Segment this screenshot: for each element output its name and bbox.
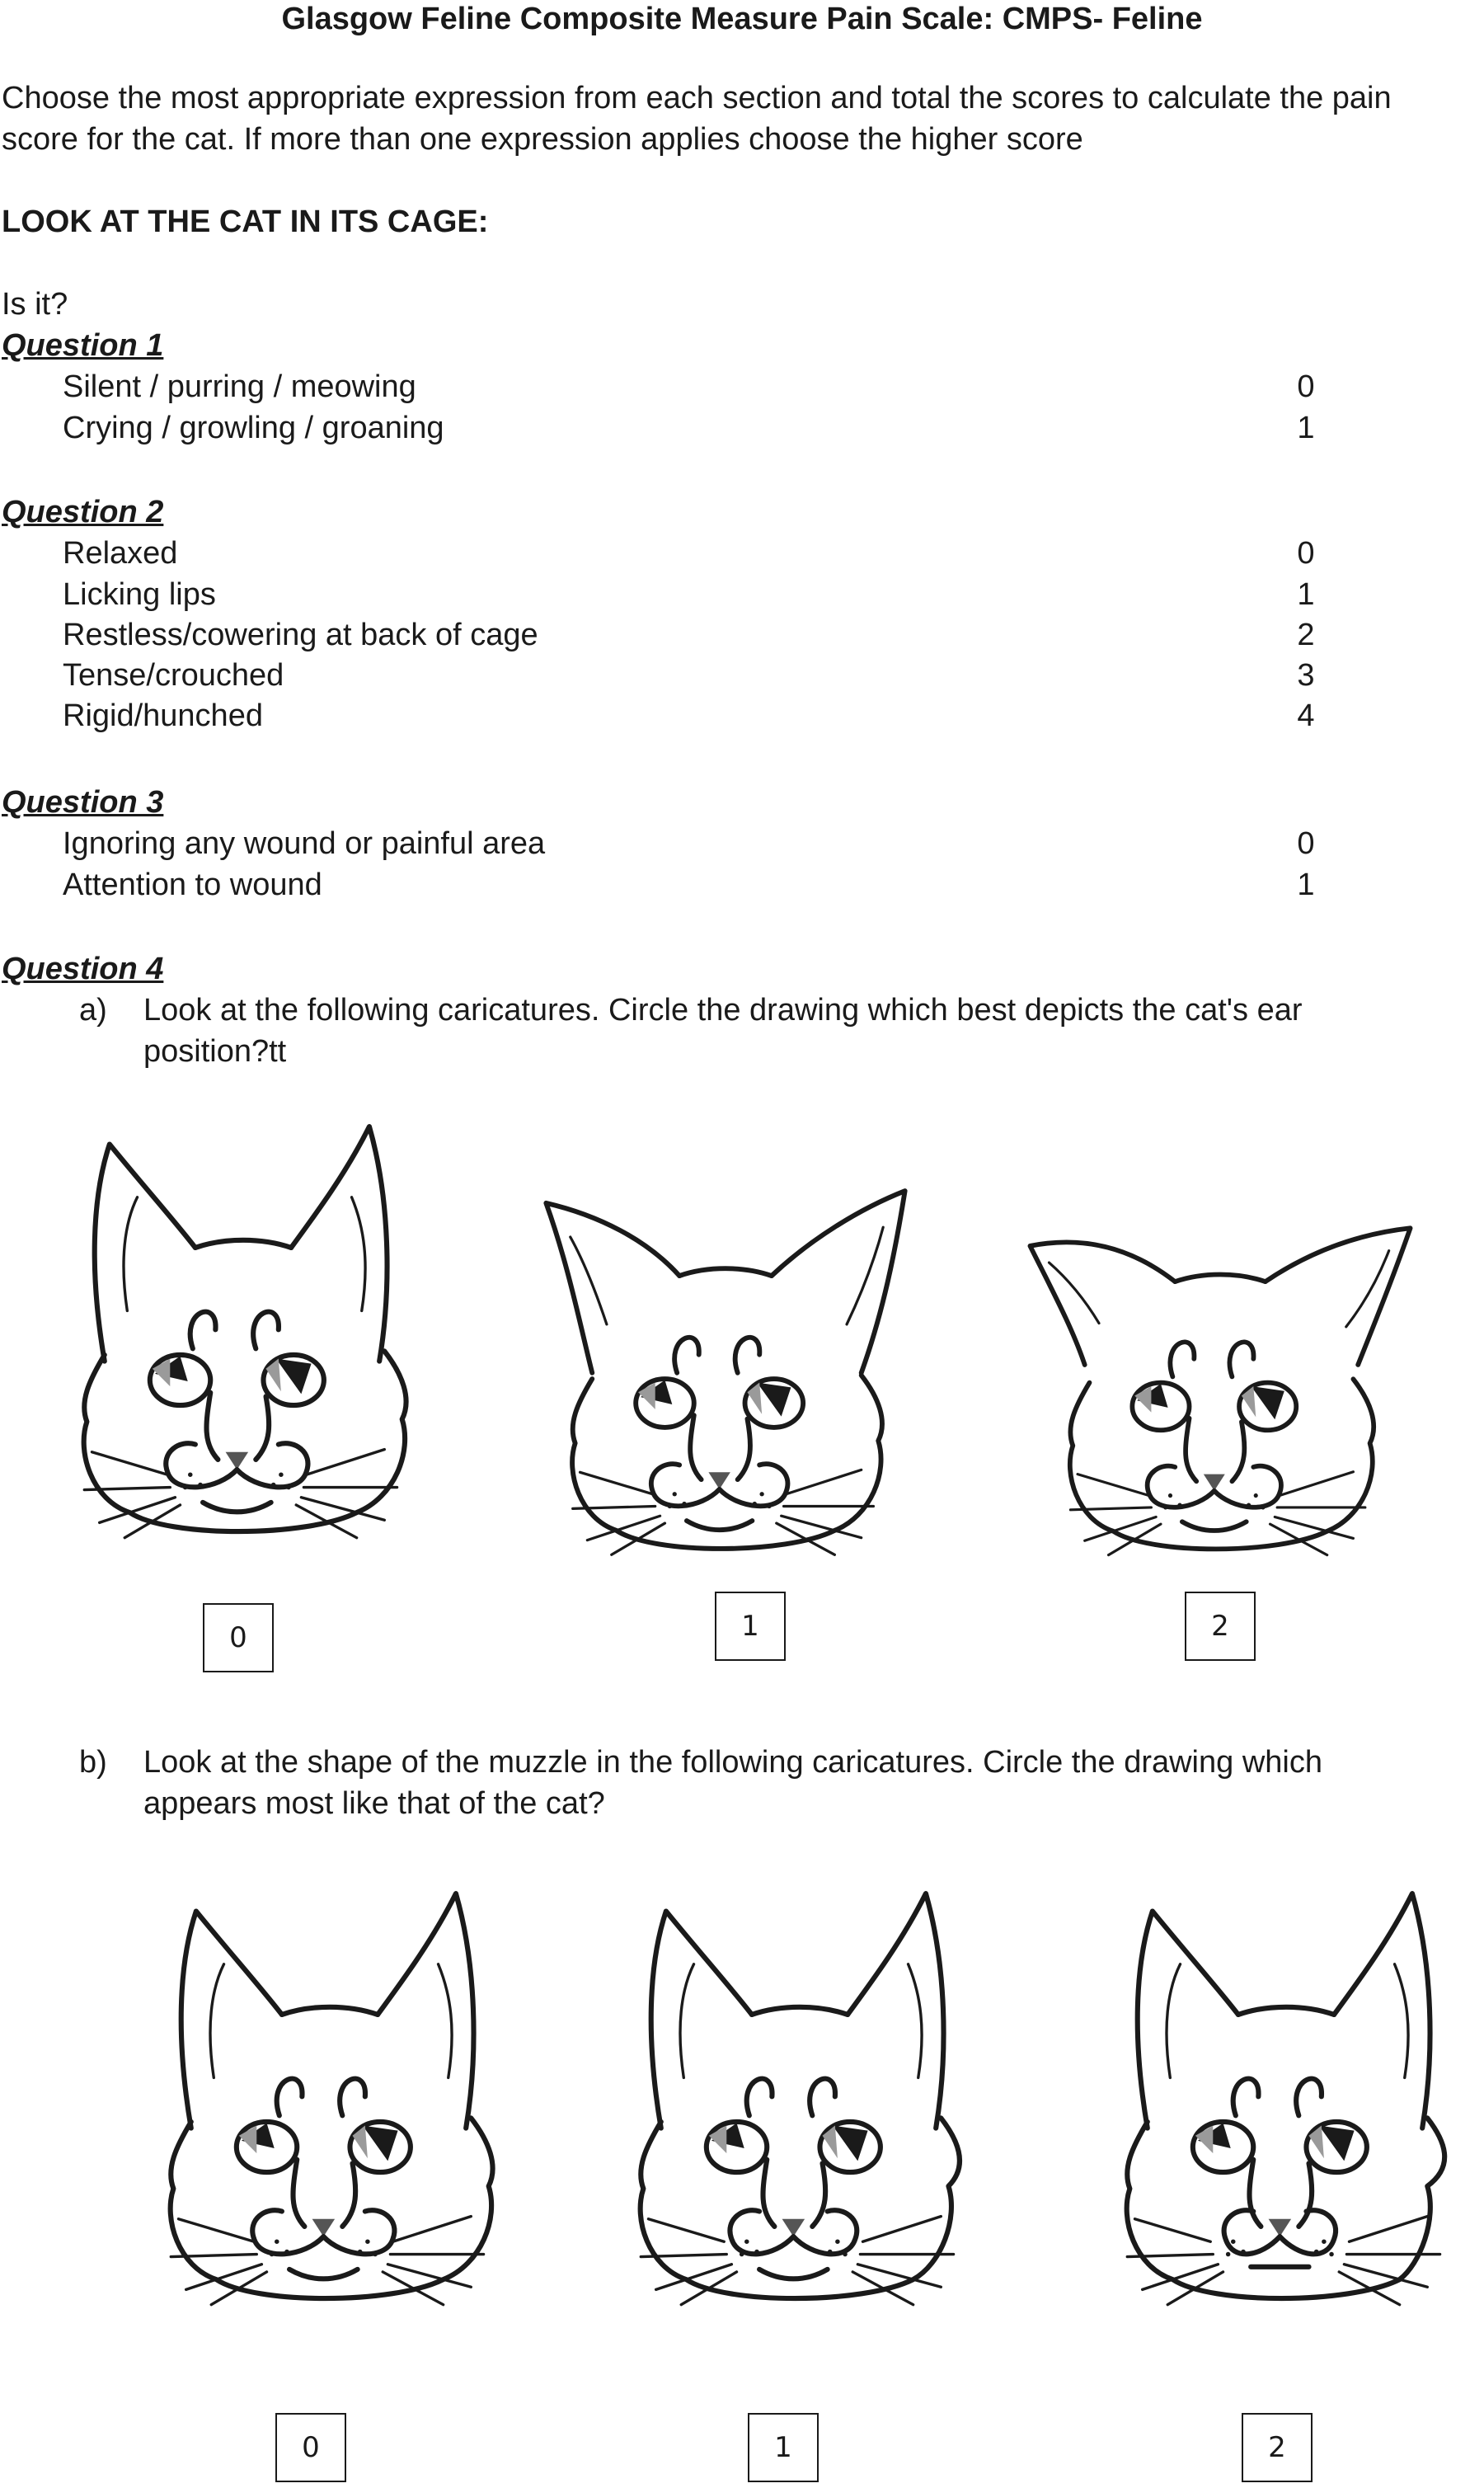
whisker-dot — [1261, 1505, 1265, 1509]
right-pupil — [1319, 2126, 1355, 2161]
left-ear-inner-line — [1167, 1964, 1181, 2078]
q2-option-score: 1 — [1297, 577, 1315, 612]
page-title: Glasgow Feline Composite Measure Pain Scale: CMPS- Feline — [281, 2, 1203, 36]
right-whisker — [862, 2217, 941, 2242]
right-eyebrow-curl — [1229, 1342, 1253, 1376]
left-nose-bridge — [1249, 2160, 1261, 2227]
nose — [1204, 1474, 1225, 1491]
q2-option-label: Tense/crouched — [63, 658, 284, 693]
right-ear-inner-line — [909, 1964, 923, 2078]
cat-ears-semi-flattened-drawing[interactable] — [511, 1155, 940, 1567]
nose — [226, 1452, 249, 1470]
left-muzzle — [252, 2210, 323, 2254]
left-whisker — [178, 2219, 254, 2242]
right-ear-outline — [1266, 1228, 1411, 1365]
q4b-letter: b) — [79, 1745, 107, 1780]
q2-option-score: 3 — [1297, 658, 1315, 693]
q2-option-label: Rigid/hunched — [63, 698, 263, 733]
right-pupil — [363, 2126, 398, 2161]
left-ear-outline — [95, 1145, 195, 1362]
q1-option-label: Silent / purring / meowing — [63, 369, 416, 404]
left-nose-bridge — [690, 1415, 701, 1479]
q4a-text-line-2: position?tt — [143, 1034, 287, 1069]
right-ear-outline — [772, 1191, 905, 1373]
right-pupil — [276, 1359, 312, 1395]
whisker-dot — [271, 1483, 276, 1488]
right-nose-bridge — [342, 2163, 355, 2226]
right-ear-outline — [1334, 1893, 1430, 2128]
cat-muzzle-tense-drawing[interactable] — [1097, 1888, 1476, 2317]
q4a-letter: a) — [79, 993, 107, 1028]
whisker-dot — [668, 1504, 672, 1508]
left-ear-outline — [1138, 1912, 1238, 2128]
whisker-dot — [279, 1472, 284, 1477]
right-eyebrow-curl — [810, 2079, 835, 2116]
cat-muzzle-rounded-drawing[interactable] — [140, 1888, 519, 2317]
whisker-dot — [198, 1483, 203, 1488]
right-pupil — [757, 1382, 791, 1416]
left-ear-outline — [651, 1912, 752, 2128]
cat-ears-upright-drawing[interactable] — [49, 1122, 437, 1550]
whisker-dot — [1226, 2252, 1231, 2257]
right-eyebrow-curl — [1296, 2079, 1322, 2116]
whisker-dot — [275, 2239, 279, 2244]
whisker-dot — [1241, 2250, 1246, 2255]
head-lower-outline — [171, 2118, 493, 2298]
left-eyebrow-curl — [674, 1338, 699, 1373]
left-nose-bridge — [763, 2160, 774, 2227]
whisker-dot — [753, 1502, 757, 1506]
left-whisker — [1134, 2219, 1210, 2242]
q2-option-score: 4 — [1297, 698, 1315, 733]
whisker-dot — [270, 2252, 275, 2257]
instructions-line-1: Choose the most appropriate expression from each section and total the scores to calculate the pain — [2, 81, 1392, 115]
whisker-dot — [740, 2252, 744, 2257]
left-whisker — [211, 2272, 266, 2305]
left-eyebrow-curl — [190, 1312, 216, 1349]
head-top-outline — [679, 1268, 772, 1276]
left-ear-inner-line — [680, 1964, 694, 2078]
left-whisker — [648, 2219, 724, 2242]
q3-option-score: 1 — [1297, 868, 1315, 902]
question-3-heading: Question 3 — [2, 785, 164, 820]
left-whisker — [124, 1505, 180, 1538]
mouth — [203, 1503, 271, 1512]
left-ear-outline — [546, 1203, 679, 1373]
q4a-score-box-2[interactable]: 2 — [1185, 1592, 1256, 1661]
whisker-dot — [286, 1485, 291, 1490]
left-nose-bridge — [206, 1393, 218, 1460]
whisker-dot — [767, 1504, 771, 1508]
mouth — [759, 2269, 828, 2279]
right-ear-inner-line — [439, 1964, 453, 2078]
right-ear-inner-line — [352, 1197, 366, 1311]
q2-option-score: 0 — [1297, 536, 1315, 571]
right-ear-inner-line — [1395, 1964, 1409, 2078]
q1-option-score: 0 — [1297, 369, 1315, 404]
cat-ears-flattened-drawing[interactable] — [989, 1163, 1451, 1567]
head-lower-outline — [641, 2118, 960, 2298]
mouth — [687, 1521, 752, 1530]
right-whisker — [1280, 1472, 1353, 1496]
right-eyebrow-curl — [340, 2079, 365, 2116]
right-nose-bridge — [256, 1396, 269, 1459]
right-whisker — [1349, 2217, 1427, 2242]
whisker-dot — [835, 2239, 840, 2244]
whisker-dot — [284, 2250, 289, 2255]
left-muzzle — [651, 1464, 720, 1506]
right-nose-bridge — [1232, 1422, 1244, 1481]
left-whisker — [681, 2272, 736, 2305]
right-ear-outline — [378, 1893, 473, 2128]
left-nose-bridge — [293, 2160, 304, 2227]
whisker-dot — [828, 2250, 833, 2255]
left-whisker — [1167, 2272, 1223, 2305]
head-lower-outline — [1070, 1379, 1374, 1549]
q1-option-score: 1 — [1297, 411, 1315, 445]
whisker-dot — [365, 2239, 370, 2244]
whisker-dot — [754, 2250, 759, 2255]
whisker-dot — [1329, 2252, 1334, 2257]
section-heading: LOOK AT THE CAT IN ITS CAGE: — [2, 205, 489, 239]
right-muzzle — [323, 2210, 394, 2254]
head-top-outline — [752, 2007, 848, 2015]
whisker-dot — [744, 2239, 749, 2244]
left-eyebrow-curl — [747, 2079, 773, 2116]
head-top-outline — [195, 1240, 291, 1248]
question-4-heading: Question 4 — [2, 952, 164, 986]
right-nose-bridge — [812, 2163, 825, 2226]
right-muzzle — [237, 1443, 308, 1487]
whisker-dot — [1163, 1505, 1167, 1509]
whisker-dot — [1168, 1493, 1172, 1498]
left-ear-outline — [181, 1912, 282, 2128]
q4b-text-line-1: Look at the shape of the muzzle in the following caricatures. Circle the drawing which — [143, 1745, 1322, 1780]
left-ear-inner-line — [1049, 1263, 1099, 1324]
head-lower-outline — [1127, 2118, 1445, 2298]
whisker-dot — [1177, 1503, 1181, 1507]
right-ear-outline — [291, 1126, 387, 1361]
nose — [708, 1472, 730, 1489]
whisker-dot — [1314, 2250, 1319, 2255]
q4b-score-box-2[interactable]: 2 — [1242, 2413, 1313, 2482]
whisker-dot — [1247, 1503, 1251, 1507]
left-ear-inner-line — [210, 1964, 224, 2078]
nose — [312, 2219, 336, 2236]
head-lower-outline — [572, 1376, 882, 1549]
right-whisker — [306, 1450, 384, 1475]
right-whisker — [392, 2217, 471, 2242]
left-whisker — [1109, 1524, 1161, 1554]
q4a-score-box-0[interactable]: 0 — [203, 1603, 274, 1672]
question-2-heading: Question 2 — [2, 495, 164, 529]
whisker-dot — [1231, 2239, 1236, 2244]
q4a-score-box-1[interactable]: 1 — [715, 1592, 786, 1661]
whisker-dot — [682, 1502, 686, 1506]
left-whisker — [1078, 1474, 1148, 1496]
right-eyebrow-curl — [253, 1312, 279, 1349]
q3-option-score: 0 — [1297, 826, 1315, 861]
right-muzzle — [1214, 1466, 1281, 1507]
whisker-dot — [759, 1492, 763, 1496]
whisker-dot — [1322, 2239, 1327, 2244]
nose — [782, 2219, 805, 2236]
whisker-dot — [843, 2252, 848, 2257]
q3-option-label: Ignoring any wound or painful area — [63, 826, 546, 861]
mouth — [1182, 1521, 1247, 1531]
right-muzzle — [720, 1464, 788, 1506]
question-1-heading: Question 1 — [2, 328, 164, 363]
head-top-outline — [1175, 1274, 1266, 1282]
q2-option-label: Licking lips — [63, 577, 216, 612]
right-pupil — [1251, 1386, 1284, 1419]
left-eyebrow-curl — [1170, 1342, 1194, 1376]
head-lower-outline — [84, 1351, 406, 1531]
prompt-text: Is it? — [2, 287, 68, 322]
right-nose-bridge — [1298, 2163, 1312, 2226]
right-nose-bridge — [738, 1419, 750, 1480]
left-whisker — [580, 1472, 653, 1493]
right-whisker — [787, 1470, 862, 1493]
instructions-line-2: score for the cat. If more than one expression applies choose the higher score — [2, 122, 1083, 157]
whisker-dot — [1254, 1493, 1258, 1498]
left-ear-outline — [1030, 1242, 1175, 1365]
left-muzzle — [166, 1443, 237, 1487]
left-muzzle — [730, 2210, 793, 2254]
right-ear-inner-line — [847, 1227, 883, 1324]
right-muzzle — [793, 2210, 857, 2254]
q4b-text-line-2: appears most like that of the cat? — [143, 1786, 605, 1821]
q4b-score-box-0[interactable]: 0 — [275, 2413, 346, 2482]
right-eyebrow-curl — [735, 1338, 760, 1373]
q4a-text-line-1: Look at the following caricatures. Circle the drawing which best depicts the cat's ear — [143, 993, 1303, 1028]
left-eyebrow-curl — [1233, 2079, 1259, 2116]
whisker-dot — [183, 1485, 188, 1490]
q2-option-label: Relaxed — [63, 536, 178, 571]
whisker-dot — [373, 2252, 378, 2257]
left-nose-bridge — [1186, 1418, 1196, 1481]
nose — [1269, 2219, 1292, 2236]
left-whisker — [92, 1452, 167, 1475]
q2-option-label: Restless/cowering at back of cage — [63, 618, 538, 652]
right-pupil — [833, 2126, 868, 2161]
head-top-outline — [282, 2007, 378, 2015]
right-ear-inner-line — [1346, 1251, 1389, 1327]
right-ear-outline — [848, 1893, 943, 2128]
left-ear-inner-line — [124, 1197, 138, 1311]
left-whisker — [612, 1523, 665, 1554]
cat-muzzle-narrowing-drawing[interactable] — [610, 1888, 989, 2317]
whisker-dot — [358, 2250, 363, 2255]
mouth — [289, 2269, 358, 2279]
whisker-dot — [188, 1472, 193, 1477]
left-eyebrow-curl — [277, 2079, 303, 2116]
head-top-outline — [1238, 2007, 1334, 2015]
left-muzzle — [1148, 1466, 1214, 1507]
q1-option-label: Crying / growling / groaning — [63, 411, 444, 445]
q2-option-score: 2 — [1297, 618, 1315, 652]
q3-option-label: Attention to wound — [63, 868, 322, 902]
whisker-dot — [673, 1492, 677, 1496]
q4b-score-box-1[interactable]: 1 — [748, 2413, 819, 2482]
